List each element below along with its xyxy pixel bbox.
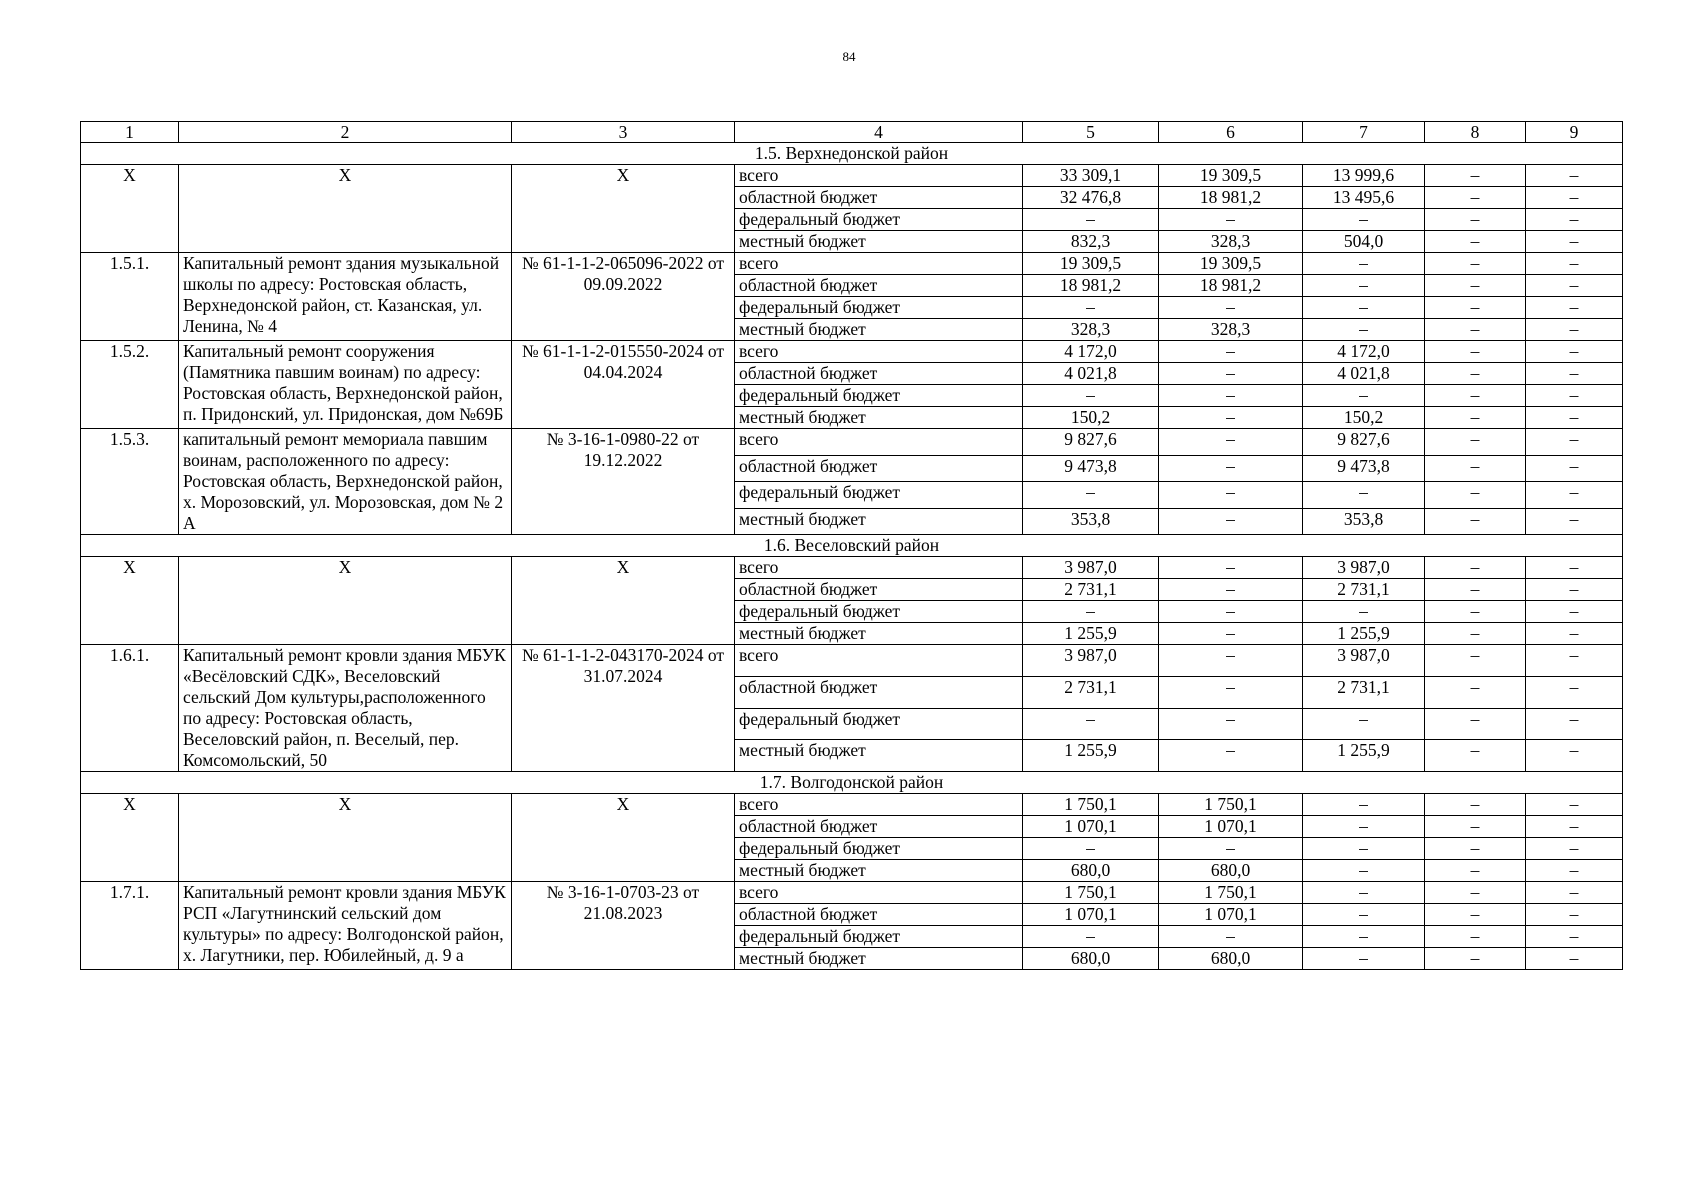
- column-header: 2: [179, 122, 512, 143]
- item-number: 1.6.1.: [81, 645, 179, 772]
- amount-cell: –: [1425, 231, 1526, 253]
- amount-cell: –: [1526, 623, 1623, 645]
- table-row: [81, 429, 1623, 456]
- column-header: 7: [1303, 122, 1425, 143]
- item-document: № 61-1-1-2-015550-2024 от 04.04.2024: [512, 341, 735, 429]
- section-title: 1.5. Верхнедонской район: [81, 143, 1623, 165]
- item-document: Х: [512, 794, 735, 882]
- amount-cell: 4 172,0: [1303, 341, 1425, 363]
- amount-cell: 1 255,9: [1023, 623, 1159, 645]
- amount-cell: –: [1023, 838, 1159, 860]
- funding-source: всего: [735, 557, 1023, 579]
- amount-cell: –: [1303, 385, 1425, 407]
- funding-source: областной бюджет: [735, 275, 1023, 297]
- amount-cell: 3 987,0: [1023, 557, 1159, 579]
- item-name: Капитальный ремонт кровли здания МБУК РСП «Лагутнинский сельский дом культуры» по адресу: Волгодонской район, х. Лагутники, пер. Юбилейный, д. 9 а: [179, 882, 512, 970]
- amount-cell: –: [1425, 253, 1526, 275]
- item-name: капитальный ремонт мемориала павшим воинам, расположенного по адресу: Ростовская область, Верхнедонской район, х. Морозовский, ул. Морозовская, дом № 2 А: [179, 429, 512, 535]
- funding-source: всего: [735, 341, 1023, 363]
- funding-source: областной бюджет: [735, 363, 1023, 385]
- item-name: Капитальный ремонт кровли здания МБУК «Весёловский СДК», Веселовский сельский Дом культуры,расположенного по адресу: Ростовская область, Веселовский район, п. Веселый, пер. Комсомольский, 50: [179, 645, 512, 772]
- amount-cell: –: [1159, 297, 1303, 319]
- item-number: Х: [81, 557, 179, 645]
- amount-cell: –: [1303, 601, 1425, 623]
- amount-cell: –: [1425, 623, 1526, 645]
- item-number: 1.5.2.: [81, 341, 179, 429]
- item-document: № 3-16-1-0703-23 от 21.08.2023: [512, 882, 735, 970]
- amount-cell: –: [1526, 579, 1623, 601]
- amount-cell: –: [1303, 904, 1425, 926]
- funding-source: областной бюджет: [735, 904, 1023, 926]
- item-document: № 3-16-1-0980-22 от 19.12.2022: [512, 429, 735, 535]
- amount-cell: –: [1425, 187, 1526, 209]
- amount-cell: –: [1425, 165, 1526, 187]
- amount-cell: –: [1425, 429, 1526, 456]
- funding-source: всего: [735, 882, 1023, 904]
- amount-cell: 832,3: [1023, 231, 1159, 253]
- funding-source: федеральный бюджет: [735, 297, 1023, 319]
- amount-cell: –: [1526, 882, 1623, 904]
- item-number: Х: [81, 165, 179, 253]
- amount-cell: 18 981,2: [1023, 275, 1159, 297]
- item-name: Капитальный ремонт здания музыкальной школы по адресу: Ростовская область, Верхнедонской район, ст. Казанская, ул. Ленина, № 4: [179, 253, 512, 341]
- amount-cell: –: [1303, 794, 1425, 816]
- amount-cell: –: [1159, 676, 1303, 708]
- amount-cell: –: [1526, 429, 1623, 456]
- amount-cell: –: [1425, 882, 1526, 904]
- amount-cell: –: [1425, 209, 1526, 231]
- table-row: [81, 882, 1623, 904]
- amount-cell: –: [1159, 601, 1303, 623]
- amount-cell: –: [1526, 297, 1623, 319]
- amount-cell: –: [1159, 385, 1303, 407]
- amount-cell: –: [1159, 482, 1303, 509]
- amount-cell: –: [1526, 407, 1623, 429]
- item-document: № 61-1-1-2-043170-2024 от 31.07.2024: [512, 645, 735, 772]
- item-number: 1.5.3.: [81, 429, 179, 535]
- amount-cell: –: [1526, 676, 1623, 708]
- amount-cell: –: [1159, 341, 1303, 363]
- amount-cell: 4 021,8: [1303, 363, 1425, 385]
- amount-cell: 353,8: [1023, 508, 1159, 535]
- item-name: Х: [179, 165, 512, 253]
- amount-cell: –: [1159, 455, 1303, 482]
- amount-cell: –: [1159, 363, 1303, 385]
- funding-source: областной бюджет: [735, 579, 1023, 601]
- amount-cell: –: [1526, 209, 1623, 231]
- amount-cell: –: [1303, 275, 1425, 297]
- amount-cell: –: [1303, 860, 1425, 882]
- amount-cell: 2 731,1: [1303, 579, 1425, 601]
- amount-cell: –: [1425, 708, 1526, 740]
- amount-cell: 1 255,9: [1023, 740, 1159, 772]
- funding-source: местный бюджет: [735, 860, 1023, 882]
- amount-cell: –: [1425, 482, 1526, 509]
- amount-cell: –: [1425, 948, 1526, 970]
- amount-cell: –: [1425, 601, 1526, 623]
- amount-cell: –: [1023, 482, 1159, 509]
- amount-cell: –: [1526, 253, 1623, 275]
- amount-cell: –: [1526, 740, 1623, 772]
- column-header: 8: [1425, 122, 1526, 143]
- funding-source: местный бюджет: [735, 623, 1023, 645]
- amount-cell: –: [1425, 363, 1526, 385]
- table-body: [81, 122, 1623, 970]
- amount-cell: 1 070,1: [1159, 904, 1303, 926]
- amount-cell: –: [1425, 385, 1526, 407]
- section-row: [81, 143, 1623, 165]
- amount-cell: 9 827,6: [1303, 429, 1425, 456]
- amount-cell: –: [1303, 297, 1425, 319]
- amount-cell: 1 750,1: [1159, 794, 1303, 816]
- funding-source: областной бюджет: [735, 187, 1023, 209]
- amount-cell: –: [1526, 860, 1623, 882]
- funding-source: местный бюджет: [735, 740, 1023, 772]
- amount-cell: –: [1303, 816, 1425, 838]
- amount-cell: –: [1425, 904, 1526, 926]
- amount-cell: –: [1303, 926, 1425, 948]
- amount-cell: –: [1425, 297, 1526, 319]
- amount-cell: –: [1526, 319, 1623, 341]
- funding-source: всего: [735, 165, 1023, 187]
- table-row: [81, 253, 1623, 275]
- amount-cell: 4 021,8: [1023, 363, 1159, 385]
- funding-source: местный бюджет: [735, 407, 1023, 429]
- amount-cell: 3 987,0: [1303, 645, 1425, 677]
- funding-source: федеральный бюджет: [735, 838, 1023, 860]
- item-document: № 61-1-1-2-065096-2022 от 09.09.2022: [512, 253, 735, 341]
- amount-cell: –: [1425, 341, 1526, 363]
- amount-cell: –: [1526, 904, 1623, 926]
- funding-source: местный бюджет: [735, 948, 1023, 970]
- amount-cell: –: [1425, 676, 1526, 708]
- amount-cell: 33 309,1: [1023, 165, 1159, 187]
- column-header: 1: [81, 122, 179, 143]
- amount-cell: 1 750,1: [1023, 882, 1159, 904]
- amount-cell: 328,3: [1023, 319, 1159, 341]
- amount-cell: –: [1425, 407, 1526, 429]
- amount-cell: –: [1425, 275, 1526, 297]
- amount-cell: –: [1159, 557, 1303, 579]
- amount-cell: 9 473,8: [1023, 455, 1159, 482]
- amount-cell: 32 476,8: [1023, 187, 1159, 209]
- funding-source: местный бюджет: [735, 231, 1023, 253]
- amount-cell: 680,0: [1023, 948, 1159, 970]
- amount-cell: 2 731,1: [1023, 579, 1159, 601]
- amount-cell: 1 750,1: [1159, 882, 1303, 904]
- amount-cell: –: [1526, 508, 1623, 535]
- amount-cell: –: [1023, 708, 1159, 740]
- amount-cell: 150,2: [1023, 407, 1159, 429]
- amount-cell: –: [1526, 275, 1623, 297]
- amount-cell: 18 981,2: [1159, 187, 1303, 209]
- funding-source: федеральный бюджет: [735, 482, 1023, 509]
- amount-cell: –: [1303, 209, 1425, 231]
- amount-cell: –: [1023, 209, 1159, 231]
- amount-cell: 353,8: [1303, 508, 1425, 535]
- amount-cell: –: [1526, 385, 1623, 407]
- column-header: 9: [1526, 122, 1623, 143]
- column-header-row: [81, 122, 1623, 143]
- funding-source: областной бюджет: [735, 676, 1023, 708]
- amount-cell: –: [1425, 319, 1526, 341]
- funding-source: федеральный бюджет: [735, 601, 1023, 623]
- amount-cell: –: [1159, 508, 1303, 535]
- amount-cell: –: [1526, 708, 1623, 740]
- amount-cell: –: [1303, 319, 1425, 341]
- amount-cell: 1 070,1: [1023, 816, 1159, 838]
- amount-cell: 1 750,1: [1023, 794, 1159, 816]
- amount-cell: –: [1303, 838, 1425, 860]
- amount-cell: 4 172,0: [1023, 341, 1159, 363]
- amount-cell: –: [1159, 579, 1303, 601]
- amount-cell: 2 731,1: [1023, 676, 1159, 708]
- item-name: Х: [179, 794, 512, 882]
- amount-cell: 328,3: [1159, 319, 1303, 341]
- section-row: [81, 772, 1623, 794]
- item-number: 1.5.1.: [81, 253, 179, 341]
- item-number: 1.7.1.: [81, 882, 179, 970]
- amount-cell: 1 255,9: [1303, 623, 1425, 645]
- amount-cell: 2 731,1: [1303, 676, 1425, 708]
- amount-cell: –: [1425, 794, 1526, 816]
- funding-source: всего: [735, 429, 1023, 456]
- amount-cell: –: [1526, 231, 1623, 253]
- amount-cell: 19 309,5: [1159, 253, 1303, 275]
- amount-cell: 13 999,6: [1303, 165, 1425, 187]
- amount-cell: –: [1023, 601, 1159, 623]
- amount-cell: –: [1303, 708, 1425, 740]
- amount-cell: –: [1159, 838, 1303, 860]
- amount-cell: 1 070,1: [1159, 816, 1303, 838]
- amount-cell: –: [1526, 455, 1623, 482]
- amount-cell: –: [1425, 838, 1526, 860]
- column-header: 6: [1159, 122, 1303, 143]
- amount-cell: –: [1425, 740, 1526, 772]
- amount-cell: –: [1526, 794, 1623, 816]
- amount-cell: –: [1303, 482, 1425, 509]
- amount-cell: –: [1526, 341, 1623, 363]
- section-title: 1.7. Волгодонской район: [81, 772, 1623, 794]
- amount-cell: –: [1526, 926, 1623, 948]
- amount-cell: –: [1023, 926, 1159, 948]
- amount-cell: 3 987,0: [1303, 557, 1425, 579]
- funding-source: областной бюджет: [735, 816, 1023, 838]
- amount-cell: –: [1159, 645, 1303, 677]
- amount-cell: –: [1526, 816, 1623, 838]
- amount-cell: –: [1425, 557, 1526, 579]
- column-header: 4: [735, 122, 1023, 143]
- amount-cell: 1 070,1: [1023, 904, 1159, 926]
- amount-cell: 680,0: [1159, 948, 1303, 970]
- column-header: 5: [1023, 122, 1159, 143]
- amount-cell: –: [1526, 187, 1623, 209]
- amount-cell: 9 827,6: [1023, 429, 1159, 456]
- amount-cell: –: [1425, 816, 1526, 838]
- page-number: 84: [842, 49, 856, 64]
- amount-cell: –: [1303, 882, 1425, 904]
- amount-cell: 13 495,6: [1303, 187, 1425, 209]
- amount-cell: –: [1425, 860, 1526, 882]
- funding-source: всего: [735, 253, 1023, 275]
- amount-cell: 18 981,2: [1159, 275, 1303, 297]
- amount-cell: –: [1159, 623, 1303, 645]
- budget-table: [80, 121, 1623, 970]
- amount-cell: –: [1425, 645, 1526, 677]
- item-document: Х: [512, 557, 735, 645]
- amount-cell: 680,0: [1023, 860, 1159, 882]
- amount-cell: 504,0: [1303, 231, 1425, 253]
- funding-source: областной бюджет: [735, 455, 1023, 482]
- item-name: Х: [179, 557, 512, 645]
- amount-cell: 9 473,8: [1303, 455, 1425, 482]
- amount-cell: –: [1159, 708, 1303, 740]
- amount-cell: –: [1303, 253, 1425, 275]
- amount-cell: –: [1526, 948, 1623, 970]
- amount-cell: –: [1159, 209, 1303, 231]
- amount-cell: –: [1526, 645, 1623, 677]
- amount-cell: –: [1023, 297, 1159, 319]
- amount-cell: 150,2: [1303, 407, 1425, 429]
- amount-cell: –: [1526, 601, 1623, 623]
- amount-cell: –: [1159, 407, 1303, 429]
- amount-cell: –: [1303, 948, 1425, 970]
- amount-cell: –: [1159, 740, 1303, 772]
- amount-cell: –: [1159, 429, 1303, 456]
- column-header: 3: [512, 122, 735, 143]
- section-row: [81, 535, 1623, 557]
- table-row: [81, 165, 1623, 187]
- funding-source: местный бюджет: [735, 508, 1023, 535]
- amount-cell: –: [1526, 838, 1623, 860]
- table-row: [81, 645, 1623, 677]
- amount-cell: –: [1526, 482, 1623, 509]
- amount-cell: –: [1425, 926, 1526, 948]
- table-row: [81, 794, 1623, 816]
- item-number: Х: [81, 794, 179, 882]
- item-document: Х: [512, 165, 735, 253]
- amount-cell: –: [1526, 557, 1623, 579]
- amount-cell: –: [1526, 165, 1623, 187]
- funding-source: федеральный бюджет: [735, 926, 1023, 948]
- amount-cell: 328,3: [1159, 231, 1303, 253]
- funding-source: федеральный бюджет: [735, 708, 1023, 740]
- amount-cell: 1 255,9: [1303, 740, 1425, 772]
- amount-cell: 680,0: [1159, 860, 1303, 882]
- amount-cell: 3 987,0: [1023, 645, 1159, 677]
- table-row: [81, 557, 1623, 579]
- funding-source: федеральный бюджет: [735, 385, 1023, 407]
- amount-cell: –: [1425, 508, 1526, 535]
- table-row: [81, 341, 1623, 363]
- amount-cell: 19 309,5: [1023, 253, 1159, 275]
- section-title: 1.6. Веселовский район: [81, 535, 1623, 557]
- funding-source: всего: [735, 794, 1023, 816]
- funding-source: местный бюджет: [735, 319, 1023, 341]
- amount-cell: –: [1425, 455, 1526, 482]
- item-name: Капитальный ремонт сооружения (Памятника павшим воинам) по адресу: Ростовская область, Верхнедонской район, п. Придонский, ул. Придонская, дом №69Б: [179, 341, 512, 429]
- amount-cell: –: [1159, 926, 1303, 948]
- amount-cell: –: [1526, 363, 1623, 385]
- amount-cell: –: [1023, 385, 1159, 407]
- amount-cell: –: [1425, 579, 1526, 601]
- funding-source: федеральный бюджет: [735, 209, 1023, 231]
- funding-source: всего: [735, 645, 1023, 677]
- amount-cell: 19 309,5: [1159, 165, 1303, 187]
